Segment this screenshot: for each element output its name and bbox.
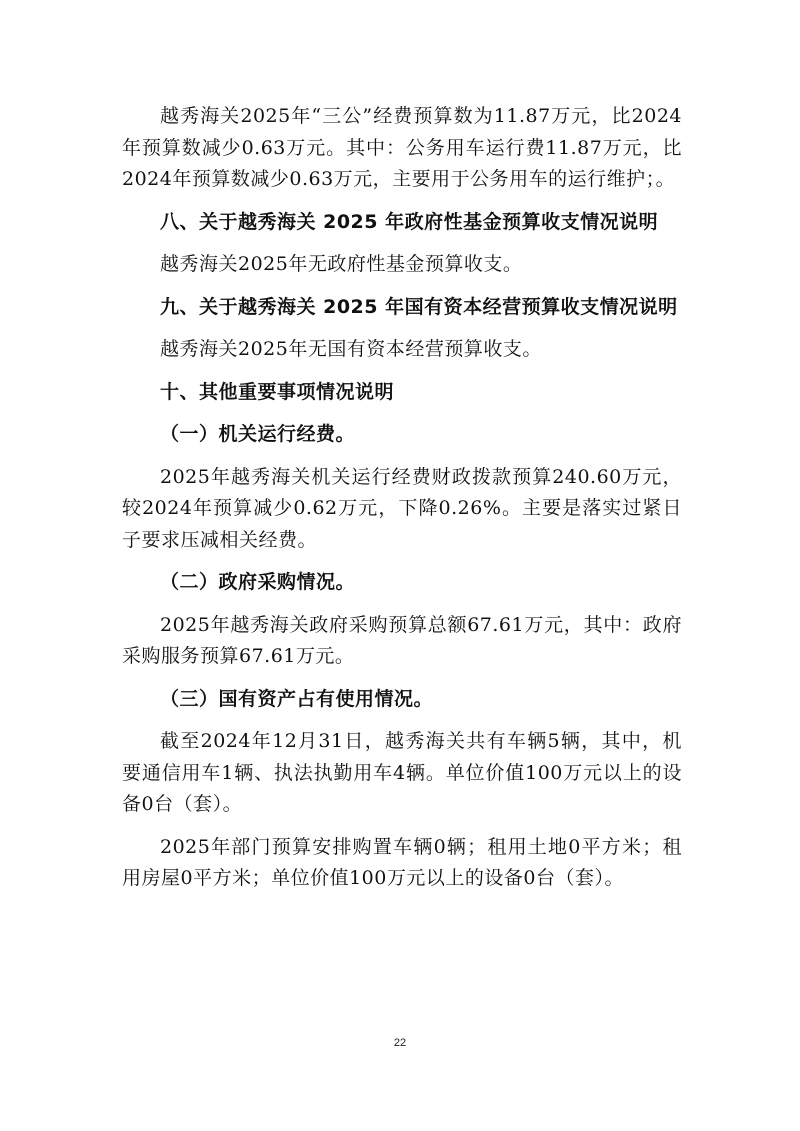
heading-government-procurement: （二）政府采购情况。 xyxy=(160,571,356,593)
paragraph-three-public-funds: 越秀海关2025年“三公”经费预算数为11.87万元，比2024年预算数减少0.63万元。其中：公务用车运行费11.87万元，比2024年预算数减少0.63万元，主要用于公务用车的运行维护；。 xyxy=(122,105,682,190)
heading-operating-expenses: （一）机关运行经费。 xyxy=(160,423,356,445)
document-body xyxy=(122,101,682,895)
paragraph-government-procurement: 2025年越秀海关政府采购预算总额67.61万元，其中：政府采购服务预算67.61万元。 xyxy=(122,613,682,667)
paragraph-state-capital-budget: 越秀海关2025年无国有资本经营预算收支。 xyxy=(160,338,542,360)
paragraph-state-assets: 截至2024年12月31日，越秀海关共有车辆5辆，其中，机要通信用车1辆、执法执勤用车4辆。单位价值100万元以上的设备0台（套）。 xyxy=(122,730,682,815)
paragraph-government-fund-budget: 越秀海关2025年无政府性基金预算收支。 xyxy=(160,253,523,275)
page-number: 22 xyxy=(393,1037,407,1049)
heading-state-assets: （三）国有资产占有使用情况。 xyxy=(160,687,434,710)
paragraph-operating-expenses: 2025年越秀海关机关运行经费财政拨款预算240.60万元，较2024年预算减少0.62万元，下降0.26%。主要是落实过紧日子要求压减相关经费。 xyxy=(122,465,682,551)
heading-state-capital-budget: 九、关于越秀海关 2025 年国有资本经营预算收支情况说明 xyxy=(160,295,678,318)
paragraph-budget-arrangements: 2025年部门预算安排购置车辆0辆；租用土地0平方米；租用房屋0平方米；单位价值100万元以上的设备0台（套）。 xyxy=(122,835,682,889)
heading-government-fund-budget: 八、关于越秀海关 2025 年政府性基金预算收支情况说明 xyxy=(160,210,659,233)
heading-other-matters: 十、其他重要事项情况说明 xyxy=(160,380,395,403)
